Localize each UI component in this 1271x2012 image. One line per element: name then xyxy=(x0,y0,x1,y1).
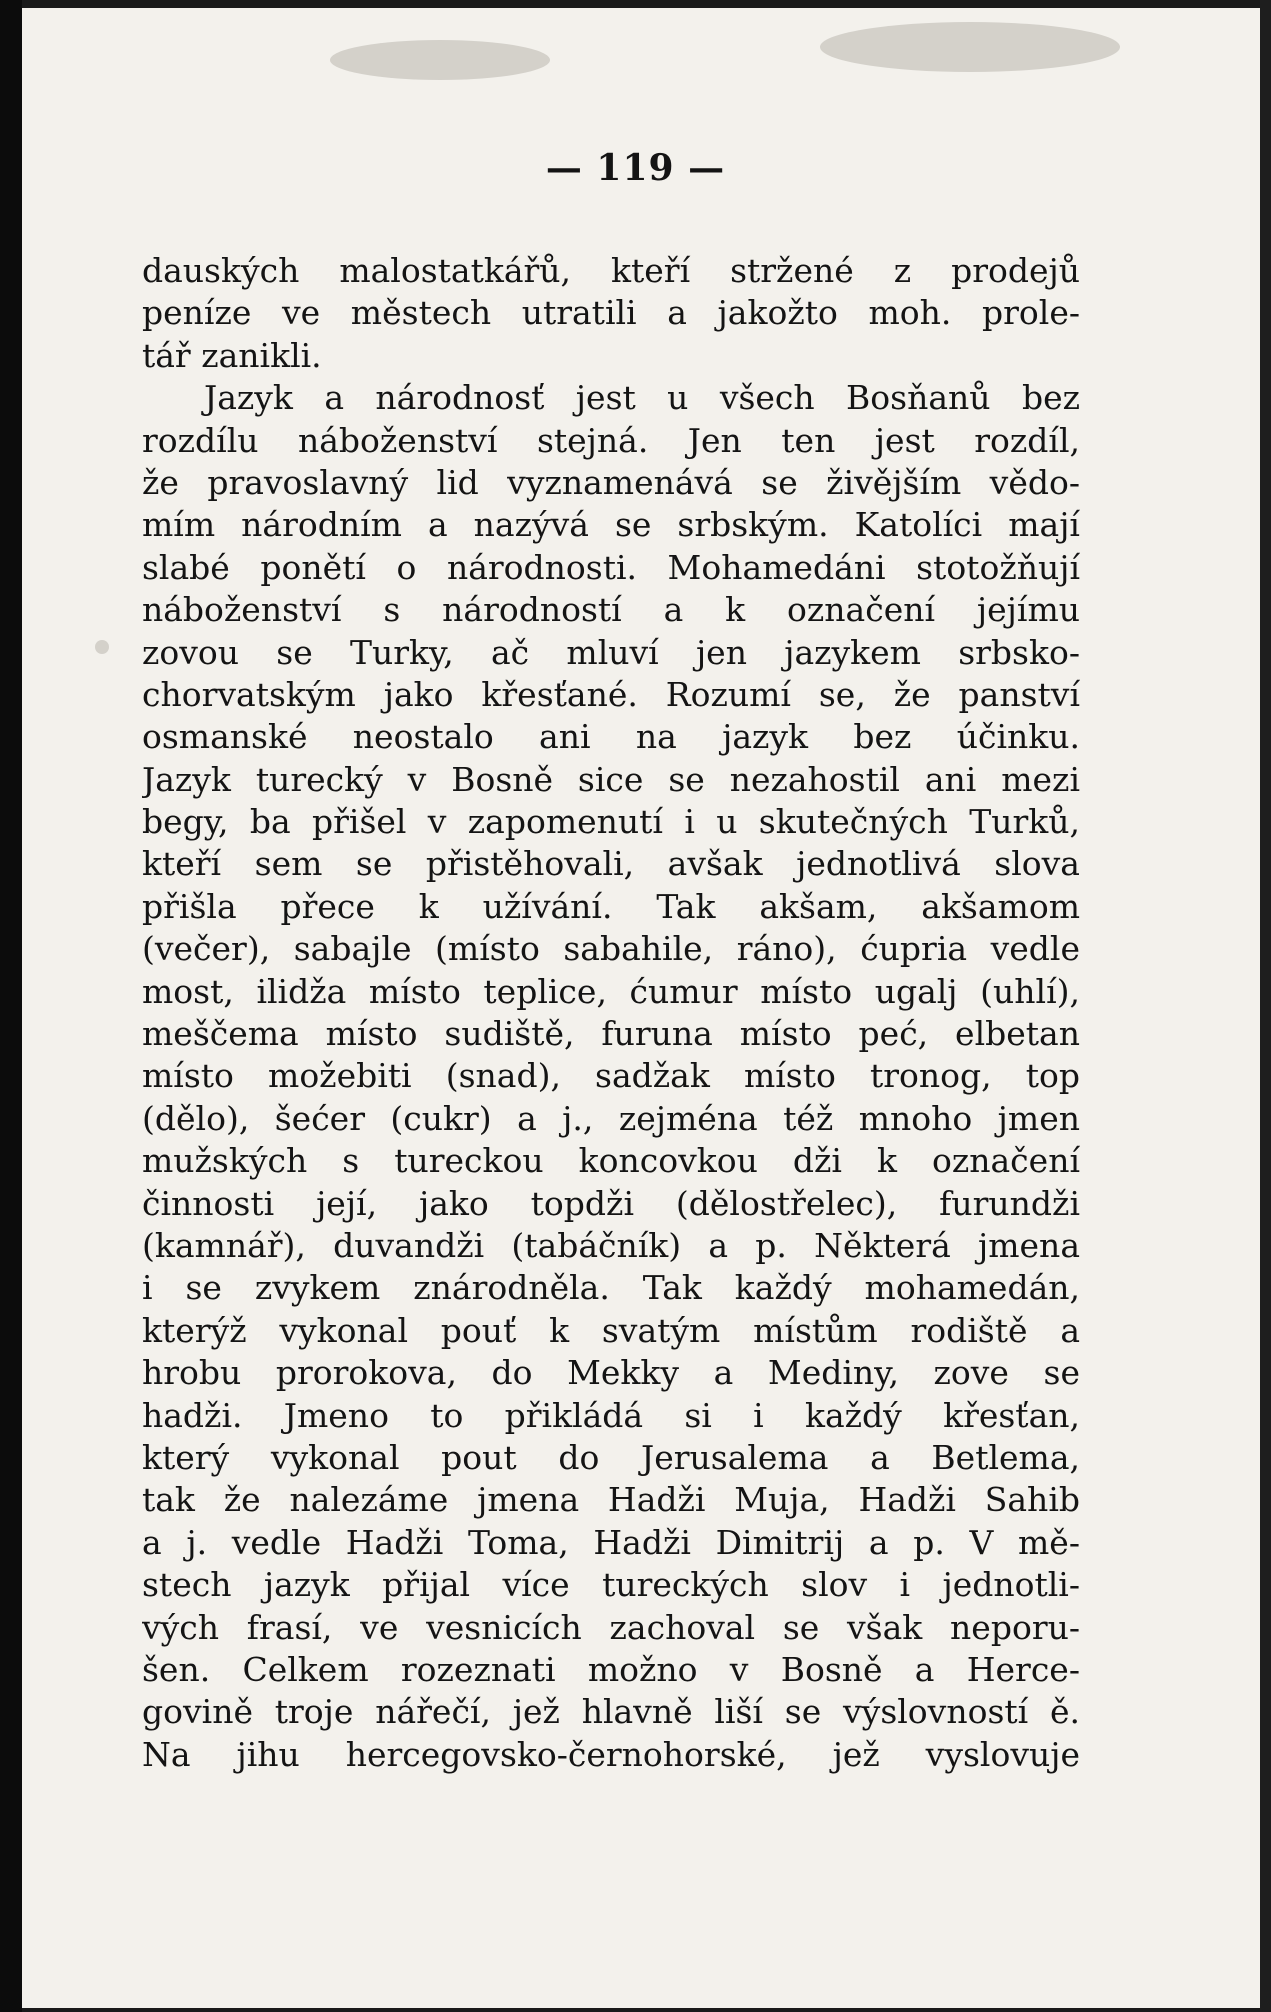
text-line: dauských malostatkářů, kteří stržené z prodejů xyxy=(142,251,1080,290)
text-line: kterýž vykonal pouť k svatým místům rodiště a xyxy=(142,1310,1080,1350)
text-line: meščema místo sudiště, furuna místo peć, elbetan xyxy=(142,1014,1080,1054)
text-line: místo možebiti (snad), sadžak místo tronog, top xyxy=(142,1056,1080,1096)
text-line: Na jihu hercegovsko-černohorské, jež vyslovuje xyxy=(142,1734,1080,1774)
text-line: rozdílu náboženství stejná. Jen ten jest rozdíl, xyxy=(142,420,1080,460)
text-line: slabé ponětí o národnosti. Mohamedáni stotožňují xyxy=(142,547,1080,587)
print-smudge xyxy=(330,40,550,80)
text-line: i se zvykem znárodněla. Tak každý mohamedán, xyxy=(142,1268,1080,1308)
text-line: který vykonal pout do Jerusalema a Betlema, xyxy=(142,1437,1080,1477)
text-line: přišla přece k užívání. Tak akšam, akšamom xyxy=(142,886,1080,926)
text-line: vých frasí, ve vesnicích zachoval se však neporu- xyxy=(142,1607,1080,1647)
text-line: hadži. Jmeno to přikládá si i každý křesťan, xyxy=(142,1395,1080,1435)
text-line: stech jazyk přijal více tureckých slov i jednotli- xyxy=(142,1565,1080,1605)
body-text xyxy=(142,250,1080,1776)
text-line: osmanské neostalo ani na jazyk bez účinku. xyxy=(142,717,1080,757)
text-line: hrobu prorokova, do Mekky a Mediny, zove se xyxy=(142,1353,1080,1393)
text-line: (kamnář), duvandži (tabáčník) a p. Některá jmena xyxy=(142,1225,1080,1265)
text-line: (dělo), šećer (cukr) a j., zejména též mnoho jmen xyxy=(142,1098,1080,1138)
print-smudge xyxy=(820,22,1120,72)
text-line: kteří sem se přistěhovali, avšak jednotlivá slova xyxy=(142,844,1080,884)
text-line: chorvatským jako křesťané. Rozumí se, že panství xyxy=(142,674,1080,714)
text-line: mužských s tureckou koncovkou dži k označení xyxy=(142,1141,1080,1181)
text-line: a j. vedle Hadži Toma, Hadži Dimitrij a p. V mě- xyxy=(142,1522,1080,1562)
text-line: zovou se Turky, ač mluví jen jazykem srbsko- xyxy=(142,632,1080,672)
text-line: most, ilidža místo teplice, ćumur místo ugalj (uhlí), xyxy=(142,971,1080,1011)
text-line: šen. Celkem rozeznati možno v Bosně a Herce- xyxy=(142,1649,1080,1689)
book-binding-edge xyxy=(0,0,22,2012)
text-line: Jazyk turecký v Bosně sice se nezahostil ani mezi xyxy=(142,759,1080,799)
print-smudge xyxy=(95,640,109,654)
text-line: tář zanikli. xyxy=(142,335,322,375)
text-line: že pravoslavný lid vyznamenává se živějším vědo- xyxy=(142,462,1080,502)
page-number: — 119 — xyxy=(545,147,726,189)
text-line: mím národním a nazývá se srbským. Katolíci mají xyxy=(142,505,1080,545)
text-line: begy, ba přišel v zapomenutí i u skutečných Turků, xyxy=(142,802,1080,842)
text-line: govině troje nářečí, jež hlavně liší se výslovností ě. xyxy=(142,1692,1080,1732)
text-line: peníze ve městech utratili a jakožto moh. prole- xyxy=(142,293,1080,333)
text-line: činnosti její, jako topdži (dělostřelec), furundži xyxy=(142,1183,1080,1223)
text-line: (večer), sabajle (místo sabahile, ráno), ćupria vedle xyxy=(142,929,1080,969)
page-right-edge xyxy=(1260,0,1271,2012)
text-line: náboženství s národností a k označení jejímu xyxy=(142,590,1080,630)
text-line: tak že nalezáme jmena Hadži Muja, Hadži Sahib xyxy=(142,1480,1080,1520)
text-line: Jazyk a národnosť jest u všech Bosňanů bez xyxy=(204,378,1080,418)
